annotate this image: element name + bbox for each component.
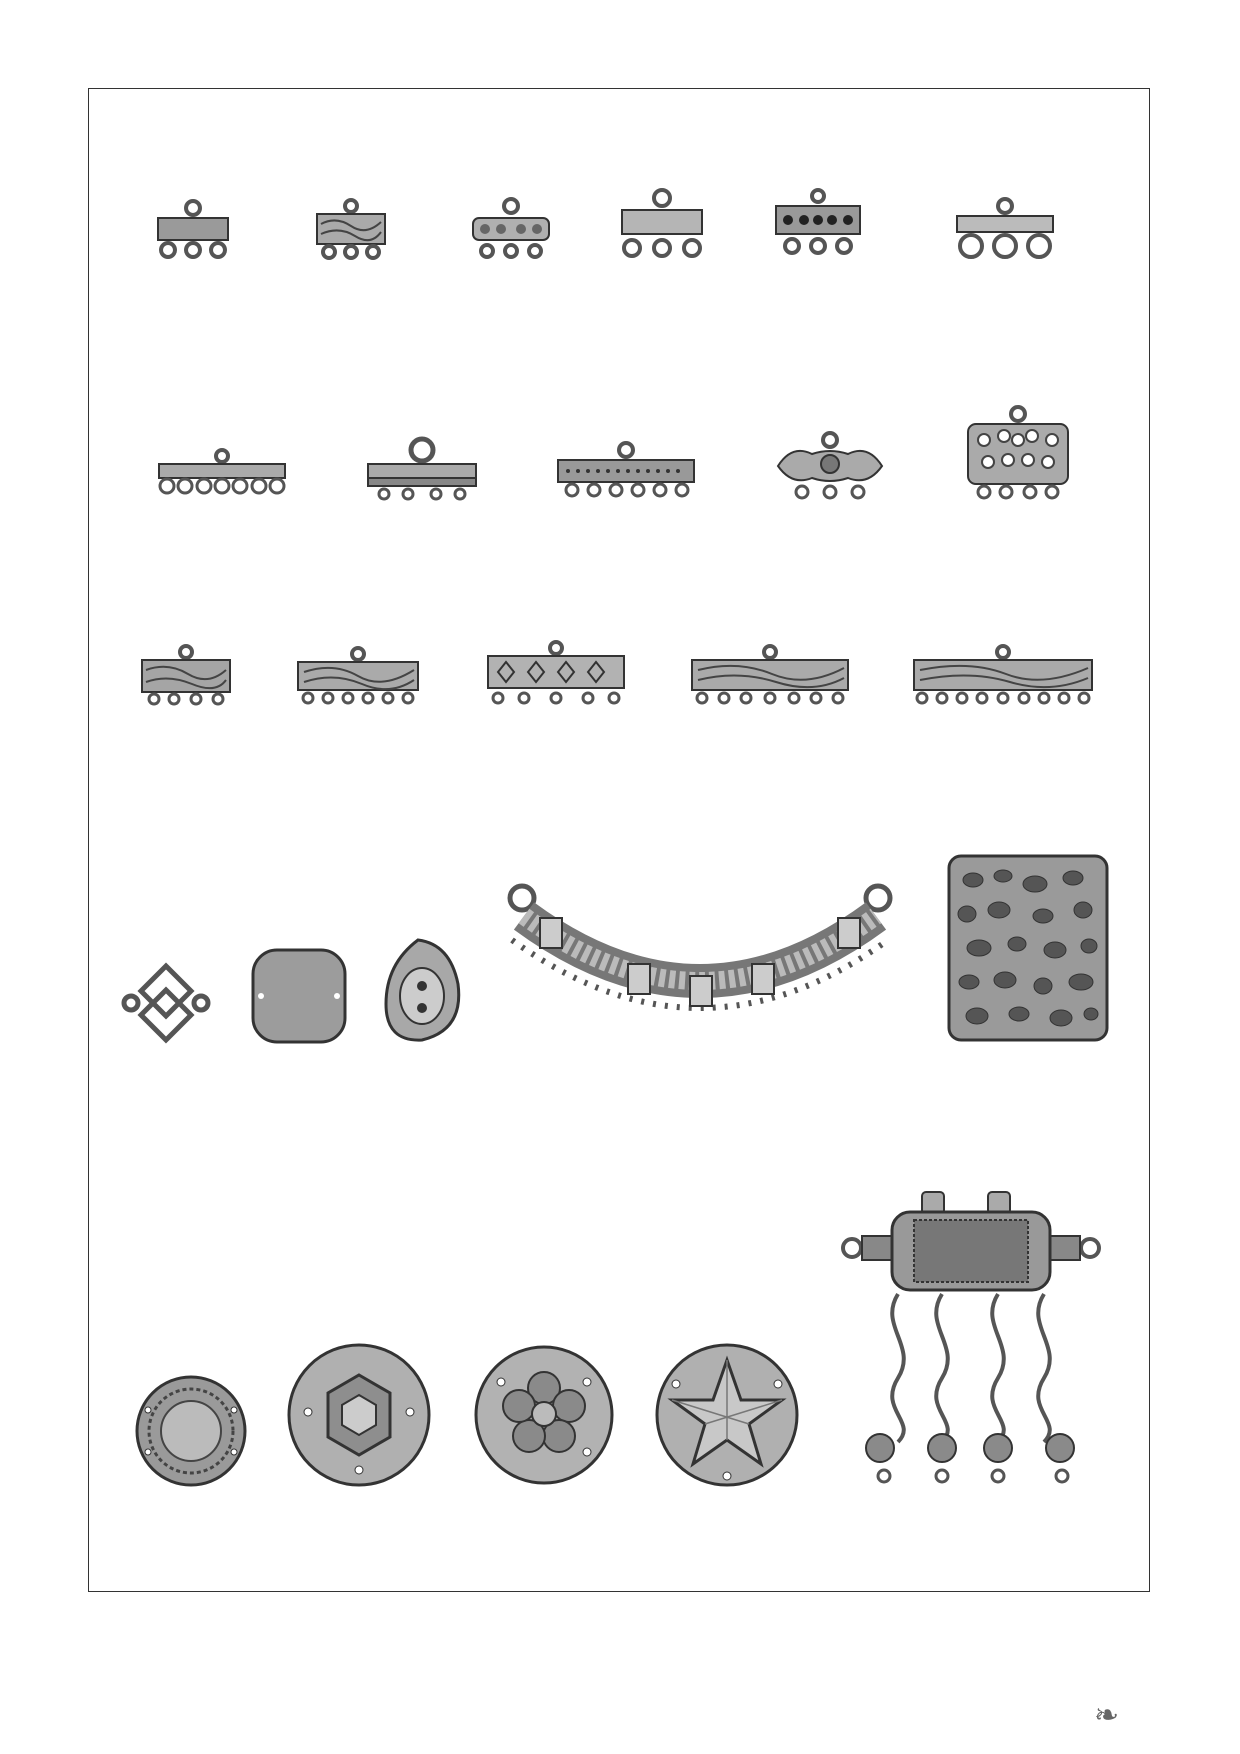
charm-image bbox=[247, 944, 351, 1048]
product-item bbox=[950, 196, 1060, 266]
charm-image bbox=[294, 646, 422, 708]
footer bbox=[0, 1688, 1240, 1754]
product-item bbox=[360, 436, 484, 504]
product-item bbox=[686, 644, 854, 710]
charm-image bbox=[469, 196, 553, 264]
product-item bbox=[148, 196, 238, 266]
company-logo bbox=[1094, 1694, 1119, 1734]
charm-image bbox=[616, 186, 708, 264]
product-item bbox=[466, 196, 556, 266]
product-item bbox=[770, 186, 866, 266]
charm-image bbox=[688, 644, 852, 708]
charm-image bbox=[943, 850, 1113, 1046]
product-item bbox=[292, 646, 424, 710]
product-item bbox=[908, 644, 1098, 710]
charm-image bbox=[838, 1186, 1104, 1490]
product-item bbox=[960, 404, 1076, 504]
product-item bbox=[116, 958, 216, 1050]
charm-image bbox=[962, 404, 1074, 502]
product-item bbox=[130, 1372, 252, 1492]
ruler-left bbox=[0, 0, 40, 1754]
product-item bbox=[552, 440, 700, 504]
product-item bbox=[652, 1340, 802, 1492]
charm-image bbox=[152, 196, 234, 264]
charm-image bbox=[121, 958, 211, 1048]
charm-image bbox=[286, 1340, 432, 1490]
charm-image bbox=[554, 440, 698, 502]
product-item bbox=[136, 644, 236, 710]
charm-image bbox=[311, 196, 391, 264]
charm-image bbox=[138, 644, 234, 708]
ruler-right bbox=[1198, 0, 1240, 1754]
charm-image bbox=[953, 196, 1057, 264]
charm-image bbox=[910, 644, 1096, 708]
product-item bbox=[374, 934, 470, 1050]
charm-image bbox=[772, 186, 864, 264]
ruler-top bbox=[0, 0, 1240, 40]
product-item bbox=[284, 1340, 434, 1492]
product-item bbox=[306, 196, 396, 266]
charm-image bbox=[132, 1372, 250, 1490]
ruler-bottom bbox=[0, 1640, 1240, 1676]
charm-image bbox=[155, 448, 289, 502]
charm-image bbox=[380, 934, 464, 1048]
product-item bbox=[614, 186, 710, 266]
logo-swirl-icon: ❧ bbox=[1094, 1698, 1120, 1733]
charm-image bbox=[362, 436, 482, 502]
product-item bbox=[482, 640, 630, 710]
product-item bbox=[470, 1342, 618, 1490]
charm-image bbox=[484, 640, 628, 708]
charm-image bbox=[772, 430, 888, 502]
product-item bbox=[244, 944, 354, 1050]
charm-image bbox=[494, 876, 906, 1048]
product-item bbox=[494, 876, 906, 1050]
product-item bbox=[940, 850, 1116, 1048]
product-item bbox=[836, 1186, 1106, 1492]
charm-image bbox=[471, 1342, 617, 1488]
product-item bbox=[770, 430, 890, 504]
charm-image bbox=[652, 1340, 802, 1490]
product-item bbox=[152, 448, 292, 504]
